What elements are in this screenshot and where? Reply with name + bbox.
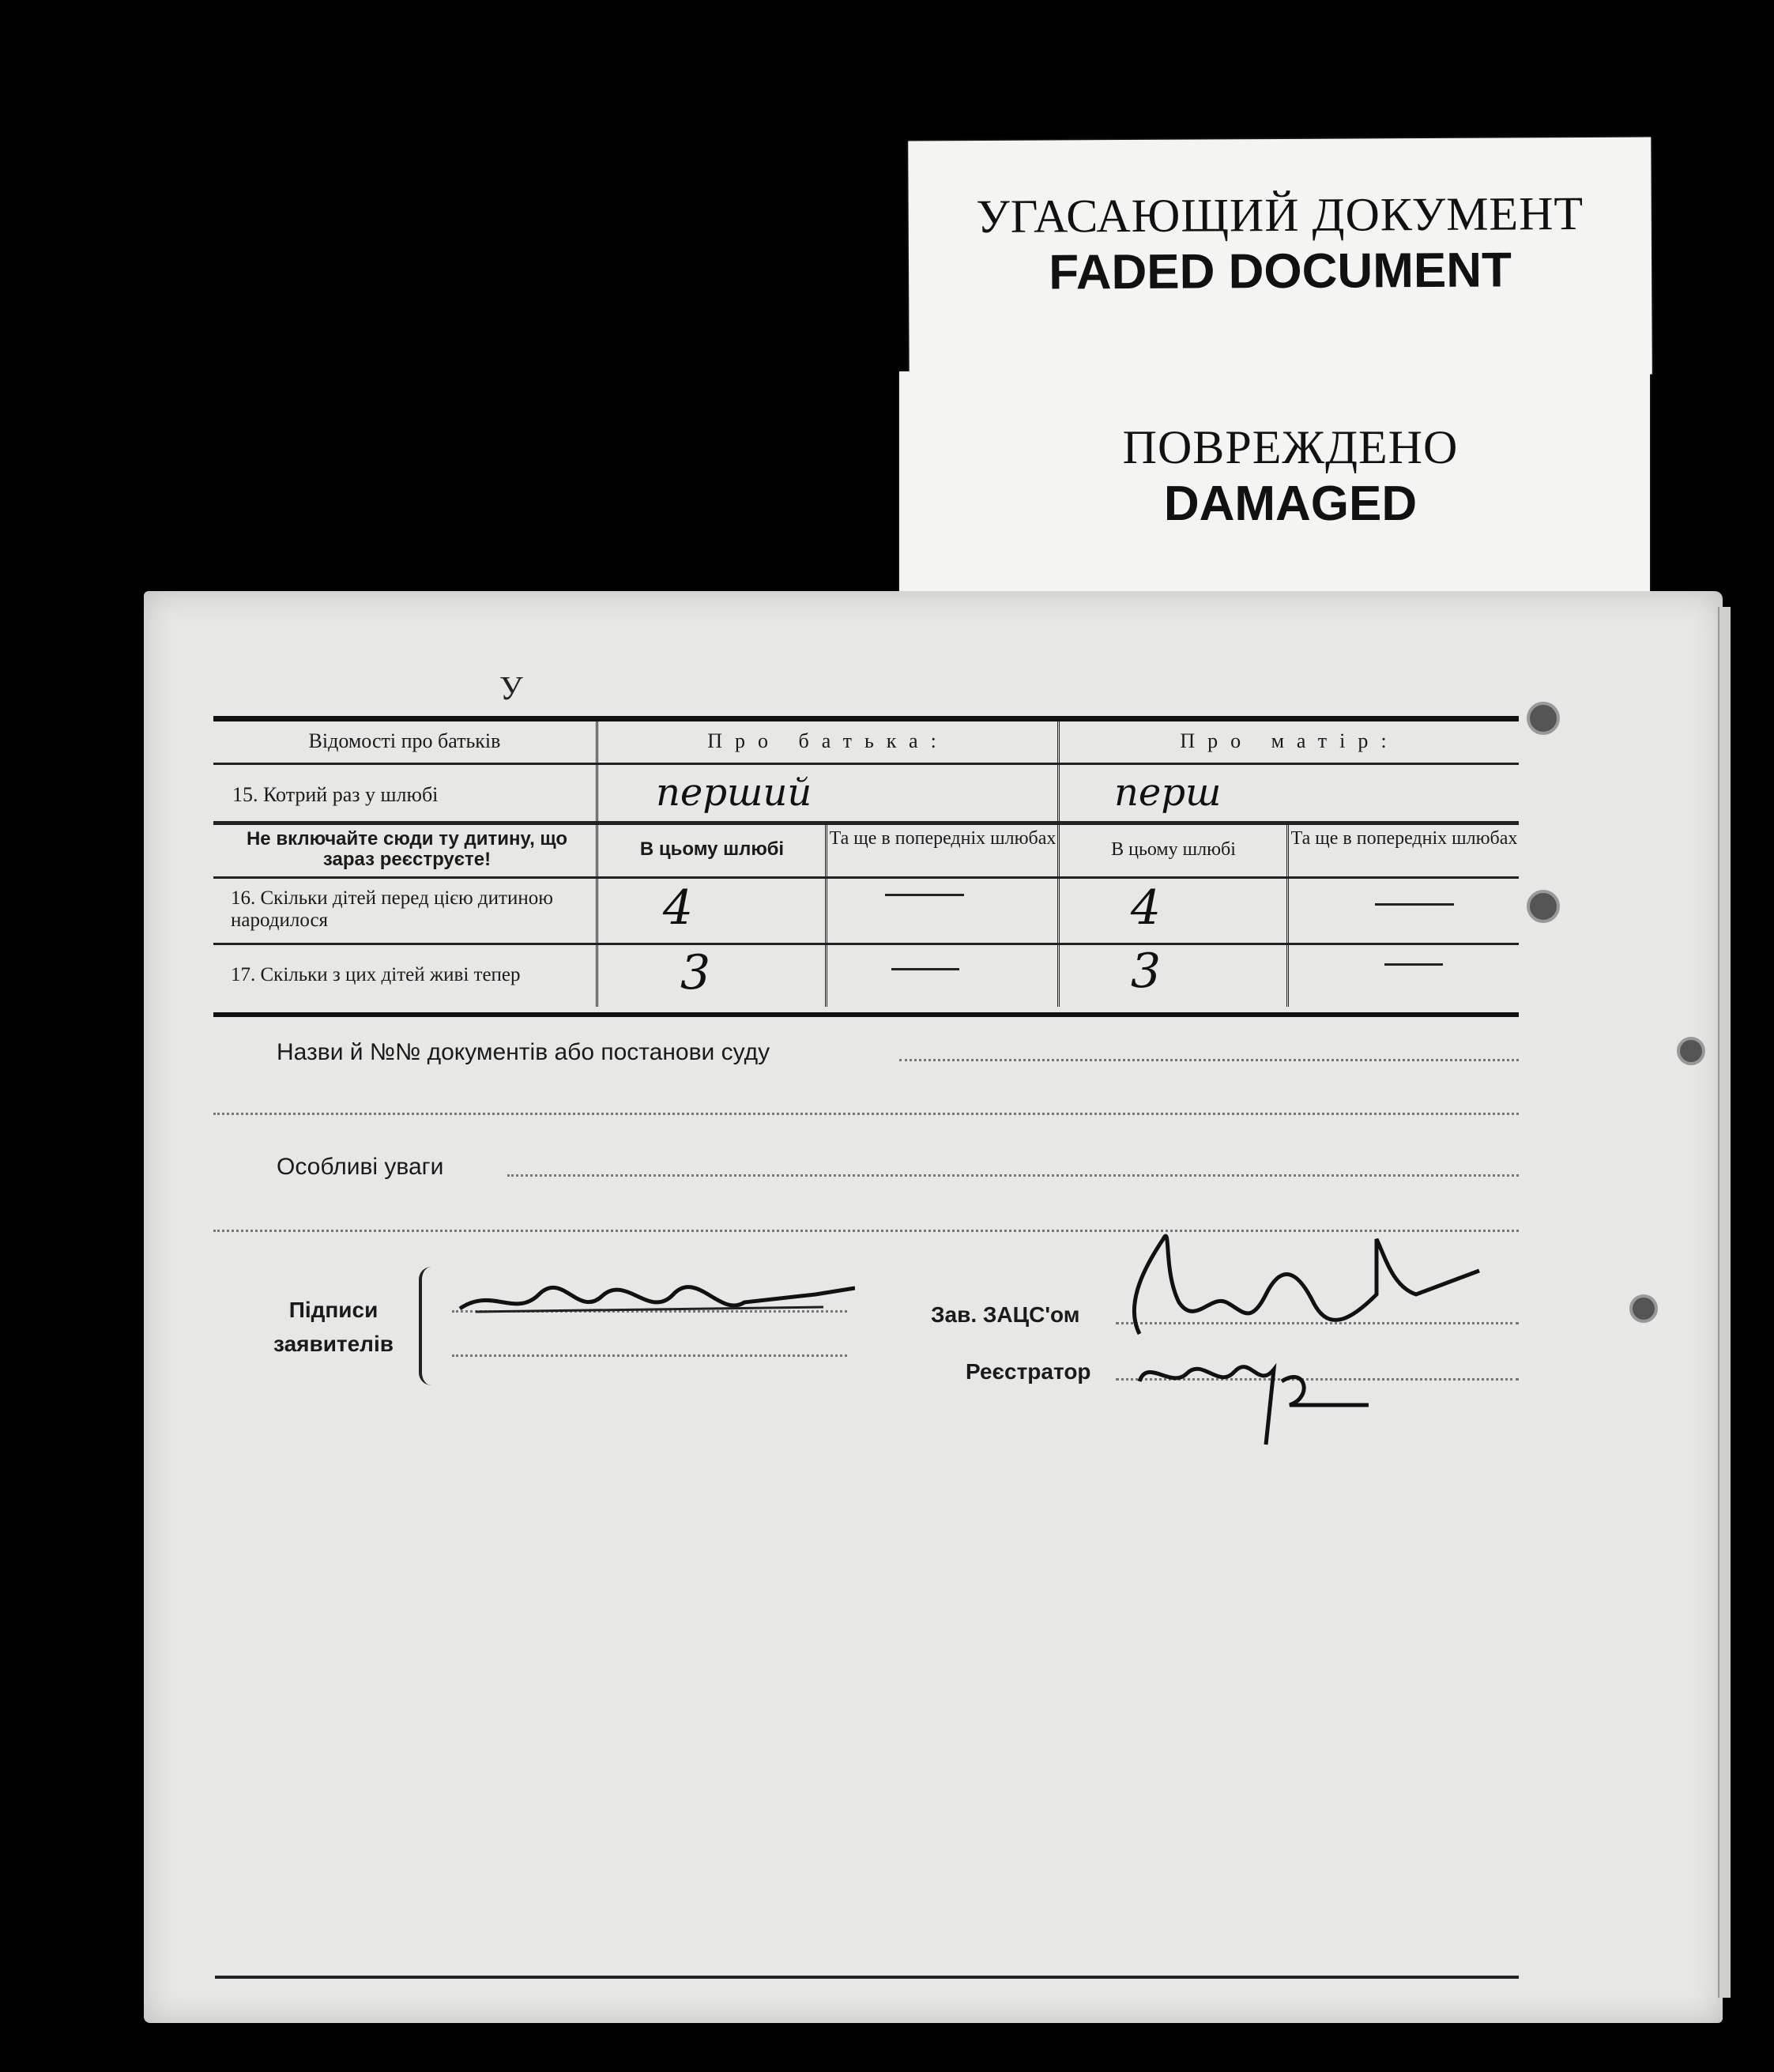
father-prev-marriages-header: Та ще в попередніх шлюбах [829,828,1056,849]
paper-edge [1718,607,1731,1998]
row16-mother-this: 4 [1130,880,1162,936]
section-header: Відомості про батьків [308,729,501,752]
head-signature [1116,1207,1487,1350]
faded-sticker-ru: УГАСАЮЩИЙ ДОКУМЕНТ [976,186,1584,243]
punch-hole [1527,702,1560,735]
row17-mother-this: 3 [1130,944,1162,999]
row17-label: 17. Скільки з цих дітей живі тепер [231,964,521,985]
exclude-child-note: Не включайте сюди ту дитину, що зараз реєструєте! [246,828,568,871]
registrar-signature [1132,1350,1400,1452]
applicants-brace [419,1267,439,1385]
documents-line-2 [213,1113,1519,1115]
corner-mark: У [499,671,523,707]
punch-hole [1677,1037,1705,1065]
faded-document-sticker [908,138,1652,379]
applicant-signature-line-2 [452,1354,847,1357]
row17-father-this: 3 [680,945,711,1000]
remarks-label: Особливі уваги [277,1154,444,1180]
mother-this-marriage-header: В цьому шлюбі [1111,839,1236,860]
damaged-sticker-en: DAMAGED [1163,477,1418,531]
damaged-sticker [899,371,1650,601]
registrar-label: Реєстратор [966,1359,1091,1384]
row16-father-prev-dash [885,894,964,896]
applicant-signature [444,1271,855,1326]
father-this-marriage-header: В цьому шлюбі [639,838,785,860]
mother-column-header: Про матір: [1180,729,1399,752]
remarks-line [507,1174,1519,1177]
row15-mother-value: перш [1114,770,1222,815]
row16-father-this: 4 [662,880,694,936]
damaged-sticker-ru: ПОВРЕЖДЕНО [1122,421,1459,473]
row17-mother-prev-dash [1384,963,1443,966]
applicants-signatures-label: Підписи заявителів [273,1298,394,1357]
documents-line [899,1059,1519,1061]
documents-label: Назви й №№ документів або постанови суду [277,1039,770,1065]
father-column-header: Про батька: [707,729,949,752]
form-page [144,591,1723,2023]
row17-father-prev-dash [891,968,959,970]
row16-mother-prev-dash [1375,903,1454,906]
head-zags-label: Зав. ЗАЦС'ом [931,1302,1080,1327]
bottom-rule [215,1976,1519,1979]
punch-hole [1629,1294,1658,1323]
row15-label: 15. Котрий раз у шлюбі [232,783,439,806]
row16-label: 16. Скільки дітей перед цією дитиною народилося [231,887,553,931]
parents-info-table [213,716,1519,1017]
row15-father-value: перший [656,770,812,815]
faded-sticker-en: FADED DOCUMENT [1049,243,1512,300]
punch-hole [1527,890,1560,923]
mother-prev-marriages-header: Та ще в попередніх шлюбах [1290,828,1518,849]
